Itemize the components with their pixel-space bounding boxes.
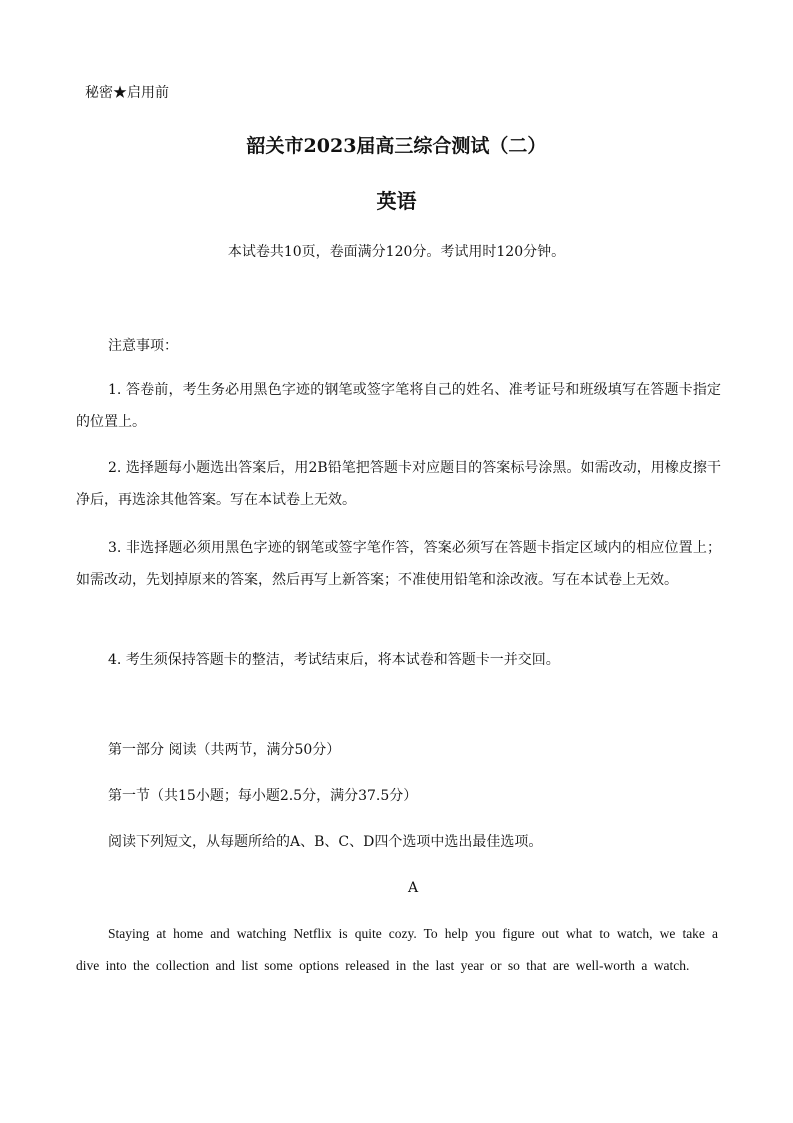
note-item-1: 1. 答卷前，考生务必用黑色字迹的钢笔或签字笔将自己的姓名、准考证号和班级填写在答题卡指定的位置上。: [76, 382, 721, 430]
passage-text: Staying at home and watching Netflix is quite cozy. To help you figure out what to watch, we take a dive into the collection and list some options released in the last year or so that are well-worth a watch.: [76, 926, 718, 973]
note-item-2: 2. 选择题每小题选出答案后，用2B铅笔把答题卡对应题目的答案标号涂黑。如需改动，用橡皮擦干净后，再选涂其他答案。写在本试卷上无效。: [76, 460, 721, 508]
exam-title: 韶关市2023届高三综合测试（二）: [246, 135, 547, 157]
section-one-title: 第一节（共15小题；每小题2.5分，满分37.5分）: [108, 788, 418, 804]
subject-title: 英语: [376, 189, 417, 213]
note-item-4: 4. 考生须保持答题卡的整洁，考试结束后，将本试卷和答题卡一并交回。: [108, 652, 560, 668]
note-item-3: 3. 非选择题必须用黑色字迹的钢笔或签字笔作答，答案必须写在答题卡指定区域内的相应位置上；如需改动，先划掉原来的答案，然后再写上新答案；不准使用铅笔和涂改液。写在本试卷上无效。: [76, 540, 721, 588]
confidential-mark: 秘密★启用前: [85, 85, 169, 101]
notes-heading: 注意事项：: [108, 338, 178, 354]
part-one-title: 第一部分 阅读（共两节，满分50分）: [108, 742, 341, 758]
exam-info: 本试卷共10页，卷面满分120分。考试用时120分钟。: [227, 244, 566, 260]
passage-label: A: [407, 880, 419, 896]
reading-instruction: 阅读下列短文，从每题所给的A、B、C、D四个选项中选出最佳选项。: [108, 834, 543, 850]
